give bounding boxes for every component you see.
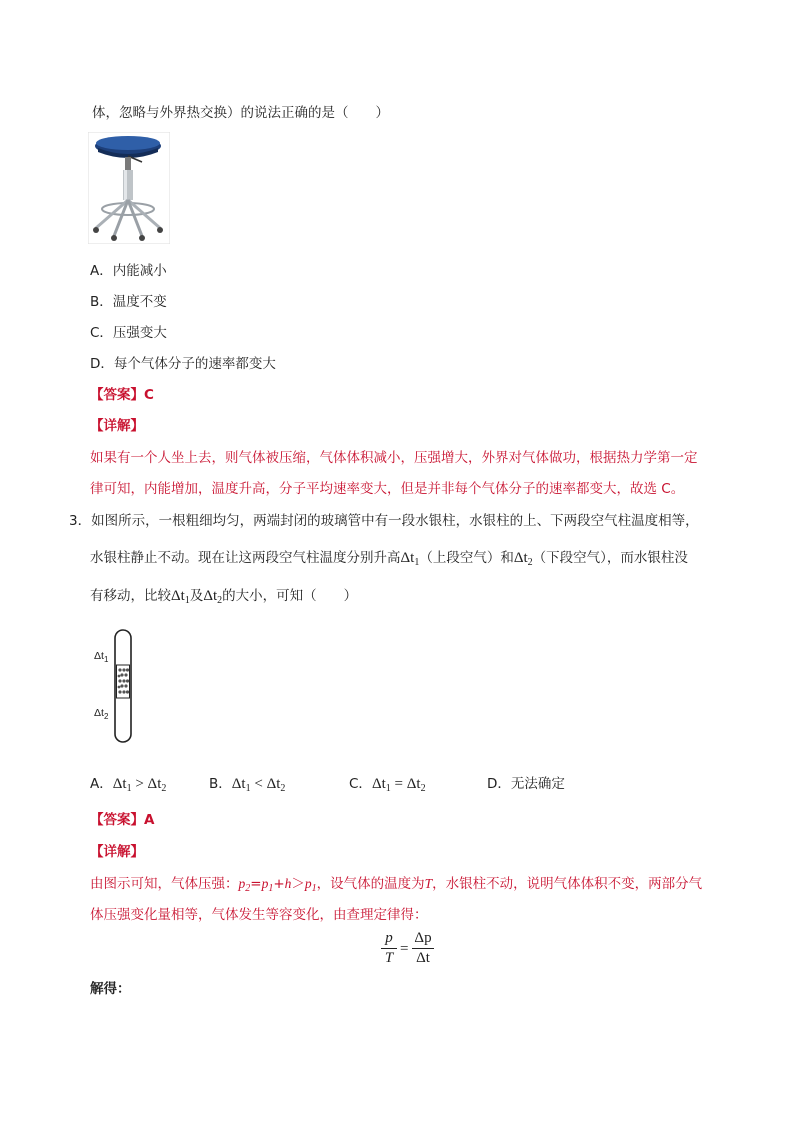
q2-option-a: A．内能减小	[90, 263, 167, 279]
q2-detail-tag: 【详解】	[90, 418, 144, 434]
q2-answer: C	[144, 387, 154, 403]
q3-explanation-line2: 体压强变化量相等，气体发生等容变化，由查理定律得：	[90, 907, 428, 923]
q3-detail-tag: 【详解】	[90, 844, 144, 860]
formula-fraction-left: p T	[381, 930, 397, 967]
q3-answer: A	[144, 812, 155, 828]
formula-equals: =	[400, 941, 409, 957]
q2-option-c: C．压强变大	[90, 325, 167, 341]
q2-explanation-line1: 如果有一个人坐上去，则气体被压缩，气体体积减小，压强增大，外界对气体做功，根据热力学第一定	[90, 450, 698, 466]
formula-fraction-right: Δp Δt	[412, 930, 434, 967]
q3-solve-label: 解得：	[90, 981, 131, 997]
q3-number: 3．	[69, 513, 92, 529]
q3-stem-line2: 水银柱静止不动。现在让这两段空气柱温度分别升高$\Delta t_1$（上段空气）和$\Delta t_2$（下段空气），而水银柱没	[90, 550, 688, 568]
q3-answer-line	[90, 808, 154, 828]
q3-option-b: B．$\Delta t_1 < \Delta t_2$	[209, 776, 286, 794]
q3-explanation-line1: 由图示可知，气体压强：$p_2=p_1+h>p_1$，设气体的温度为T，水银柱不动，说明气体体积不变，两部分气	[90, 876, 703, 894]
q2-answer-tag: 【答案】	[90, 387, 144, 403]
delta-t2-symbol: $\Delta t_2$	[513, 550, 533, 568]
q2-option-b: B．温度不变	[90, 294, 167, 310]
figure-label-dt2: $\Delta t_2$	[94, 707, 109, 721]
q3-option-c: C．$\Delta t_1 = \Delta t_2$	[349, 776, 426, 794]
figure-label-dt1: $\Delta t_1$	[94, 650, 109, 664]
delta-t1-symbol: $\Delta t_1$	[400, 550, 420, 568]
q2-option-d: D．每个气体分子的速率都变大	[90, 356, 276, 372]
q2-answer-line	[90, 383, 154, 403]
q3-option-a: A．$\Delta t_1 > \Delta t_2$	[90, 776, 167, 794]
lab-stool-image	[88, 132, 170, 244]
q3-stem-line3: 有移动，比较$\Delta t_1$及$\Delta t_2$的大小，可知（ ）	[90, 588, 358, 606]
glass-tube-diagram	[92, 628, 142, 746]
q3-answer-tag: 【答案】	[90, 812, 144, 828]
q3-option-d: D．无法确定	[487, 776, 565, 792]
q2-explanation-line2: 律可知，内能增加，温度升高，分子平均速率变大，但是并非每个气体分子的速率都变大，故选 C。	[90, 481, 685, 497]
q2-stem-tail: 体，忽略与外界热交换）的说法正确的是（ ）	[92, 105, 389, 121]
q3-stem-line1: 3．如图所示，一根粗细均匀，两端封闭的玻璃管中有一段水银柱，水银柱的上、下两段空气柱温度相等，	[69, 513, 699, 529]
